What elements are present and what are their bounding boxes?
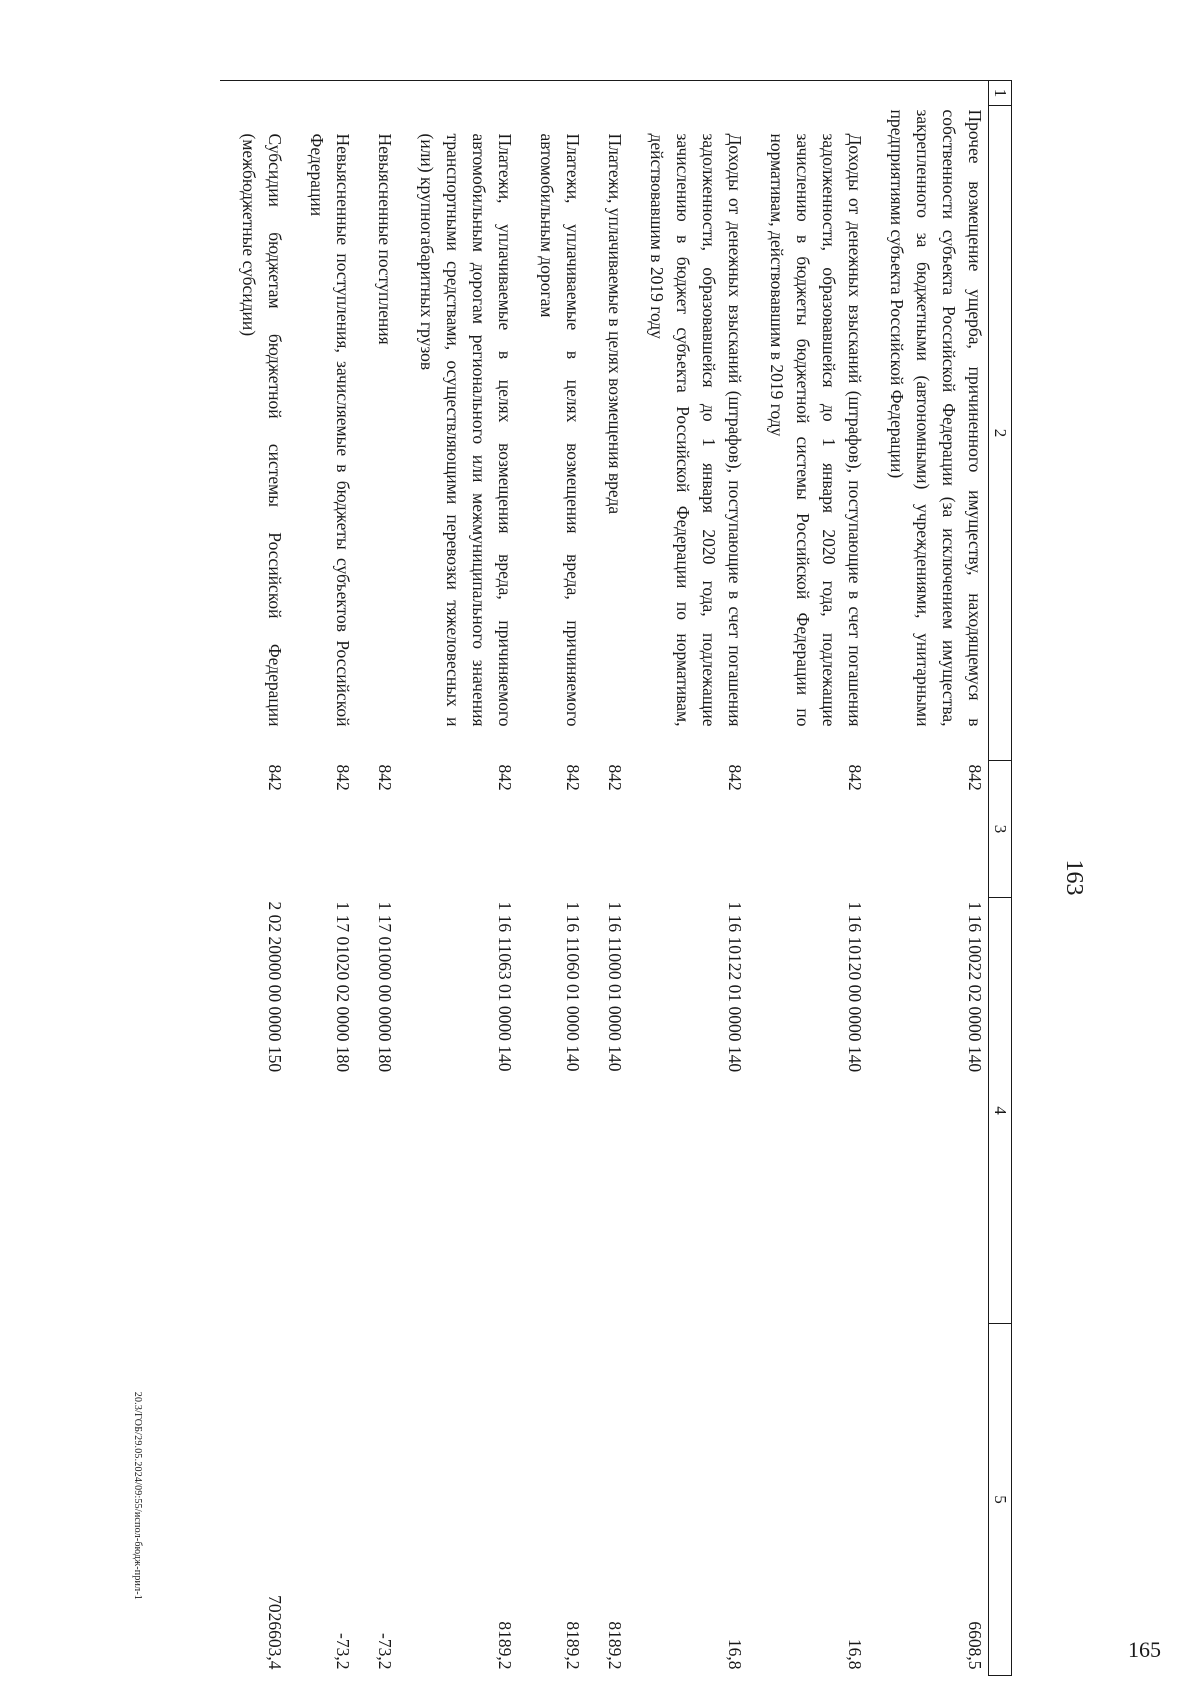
row-value: 8189,2	[495, 1621, 515, 1670]
row-col-1	[628, 81, 748, 106]
row-name: Платежи, уплачиваемые в целях возмещения вреда	[605, 133, 625, 515]
header-col-2: 2	[989, 106, 1012, 761]
table-row	[220, 81, 288, 1676]
row-admin: 842	[725, 764, 745, 791]
row-code: 1 16 10120 00 0000 140	[845, 901, 865, 1073]
row-value: 16,8	[845, 1638, 865, 1670]
table-row	[398, 81, 518, 1676]
table-row	[748, 81, 868, 1676]
row-value: -73,2	[375, 1633, 395, 1670]
table-header-row	[989, 81, 1012, 1676]
table-row	[868, 81, 989, 1676]
row-value: 8189,2	[563, 1621, 583, 1670]
document-stamp: 20.3/ГОБ/29.05.2024/09:55/испол-бюдж-прил-1	[132, 1391, 143, 1600]
row-col-1	[518, 81, 586, 106]
row-code: 2 02 20000 00 0000 150	[265, 901, 285, 1073]
row-admin: 842	[965, 764, 985, 791]
table-row	[356, 81, 398, 1676]
table-row	[628, 81, 748, 1676]
row-col-1	[288, 81, 356, 106]
table-row	[288, 81, 356, 1676]
row-admin: 842	[563, 764, 583, 791]
row-name: Платежи, уплачиваемые в целях возмещения вреда, причиняемого автомобильным дорогам	[537, 133, 583, 727]
row-code: 1 17 01000 00 0000 180	[375, 901, 395, 1073]
row-admin: 842	[333, 764, 353, 791]
row-name: Субсидии бюджетам бюджетной системы Российской Федерации (межбюджетные субсидии)	[239, 133, 285, 727]
row-admin: 842	[375, 764, 395, 791]
page-number-bottom: 165	[1128, 1637, 1161, 1662]
row-value: 7026603,4	[265, 1595, 285, 1670]
header-col-5: 5	[989, 1324, 1012, 1676]
row-col-1	[220, 81, 288, 106]
row-col-1	[586, 81, 628, 106]
row-code: 1 17 01020 02 0000 180	[333, 901, 353, 1073]
row-col-1	[748, 81, 868, 106]
row-admin: 842	[265, 764, 285, 791]
row-name: Прочее возмещение ущерба, причиненного имуществу, находящемуся в собственности субъекта Российской Федерации (за исключением имущества, закрепленного за бюджетными (автономными) учреждениями, унитарными предприятиями субъекта Российской Федерации)	[887, 109, 985, 727]
row-value: 6608,5	[965, 1621, 985, 1670]
header-col-3: 3	[989, 761, 1012, 898]
income-table	[220, 80, 1012, 1676]
row-code: 1 16 11060 01 0000 140	[563, 901, 583, 1072]
income-table-wrap	[220, 80, 1012, 1675]
header-col-4: 4	[989, 898, 1012, 1324]
row-code: 1 16 10022 02 0000 140	[965, 901, 985, 1073]
row-name: Невыясненные поступления, зачисляемые в бюджеты субъектов Российской Федерации	[307, 133, 353, 727]
row-admin: 842	[845, 764, 865, 791]
row-name: Невыясненные поступления	[375, 133, 395, 345]
row-value: -73,2	[333, 1633, 353, 1670]
row-name: Доходы от денежных взысканий (штрафов), поступающие в счет погашения задолженности, образовавшейся до 1 января 2020 года, подлежащие зачислению в бюджет субъекта Российской Федерации по нормативам, действовавшим в 2019 году	[647, 133, 745, 727]
rotated-page	[132, 80, 1095, 1675]
row-col-1	[868, 81, 989, 106]
page-number-top: 163	[1061, 859, 1087, 896]
table-row	[586, 81, 628, 1676]
row-code: 1 16 10122 01 0000 140	[725, 901, 745, 1073]
row-admin: 842	[495, 764, 515, 791]
row-value: 16,8	[725, 1638, 745, 1670]
row-code: 1 16 11000 01 0000 140	[605, 901, 625, 1072]
table-row	[518, 81, 586, 1676]
row-col-1	[356, 81, 398, 106]
header-col-1: 1	[989, 81, 1012, 106]
row-name: Платежи, уплачиваемые в целях возмещения вреда, причиняемого автомобильным дорогам регионального или межмуниципального значения транспортными средствами, осуществляющими перевозки тяжеловесных и (или) крупногабаритных грузов	[417, 133, 515, 727]
row-name: Доходы от денежных взысканий (штрафов), поступающие в счет погашения задолженности, образовавшейся до 1 января 2020 года, подлежащие зачислению в бюджеты бюджетной системы Российской Федерации по нормативам, действовавшим в 2019 году	[767, 133, 865, 727]
row-code: 1 16 11063 01 0000 140	[495, 901, 515, 1072]
row-col-1	[398, 81, 518, 106]
row-admin: 842	[605, 764, 625, 791]
row-value: 8189,2	[605, 1621, 625, 1670]
